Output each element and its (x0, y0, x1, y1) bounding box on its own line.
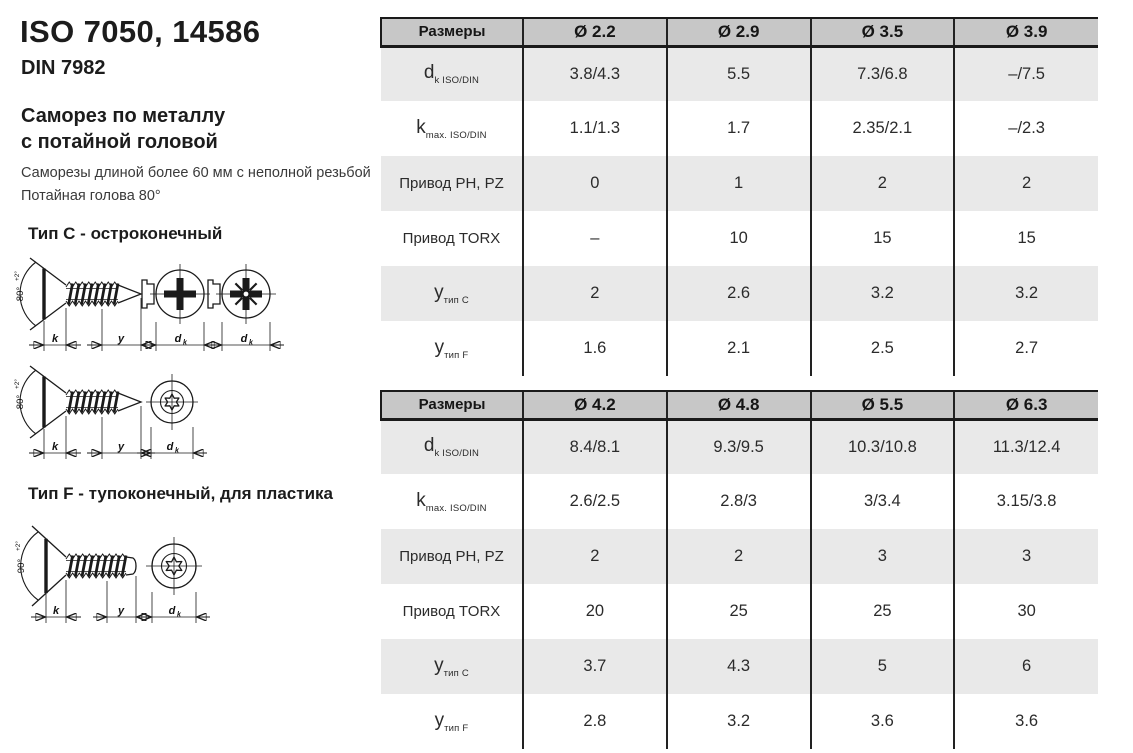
row-label (381, 529, 523, 584)
value-cell: 5.5 (667, 46, 811, 101)
dimensions-table-small-diameters (380, 17, 1098, 376)
value-cell: 4.3 (667, 639, 811, 694)
value-cell: 5 (811, 639, 955, 694)
dk-dimension-label: d (166, 441, 174, 453)
row-label-main: k (416, 116, 426, 138)
type-c-torx-diagram (14, 360, 214, 472)
k-dimension-label: k (51, 333, 59, 345)
table-header-row (381, 18, 1098, 46)
value-cell: 3.8/4.3 (523, 46, 667, 101)
table-row (381, 266, 1098, 321)
y-dimension-label: y (117, 605, 125, 617)
table-row (381, 584, 1098, 639)
row-label (381, 156, 523, 211)
row-label-subscript: тип F (444, 349, 469, 361)
dk-dimension-label: d (174, 333, 182, 345)
table-diameter-header: Ø 2.9 (667, 18, 811, 46)
row-label-main: k (416, 489, 426, 511)
head-angle-label: 90° (16, 558, 27, 574)
table-row (381, 46, 1098, 101)
note-line1: Саморезы длиной более 60 мм с неполной резьбой (21, 165, 371, 181)
value-cell: 2 (523, 266, 667, 321)
table-diameter-header: Ø 3.5 (811, 18, 955, 46)
value-cell: 3.2 (811, 266, 955, 321)
value-cell: 2.6 (667, 266, 811, 321)
table-diameter-header: Ø 4.8 (667, 391, 811, 419)
row-label-main: y (434, 336, 445, 358)
y-dimension-label: y (117, 333, 125, 345)
pozidriv-recess-icon (230, 278, 262, 310)
value-cell: 2 (667, 529, 811, 584)
table-diameter-header: Ø 2.2 (523, 18, 667, 46)
row-label (381, 46, 523, 101)
value-cell: 2 (954, 156, 1098, 211)
din-standard: DIN 7982 (21, 57, 106, 79)
row-label (381, 101, 523, 156)
table-header-row (381, 391, 1098, 419)
head-angle-label: 80° (15, 286, 26, 302)
dk-dimension-sub: k (249, 339, 253, 347)
row-label-subscript: max. ISO/DIN (425, 129, 487, 141)
page-title: ISO 7050, 14586 (20, 14, 261, 49)
value-cell: – (523, 211, 667, 266)
value-cell: 3/3.4 (811, 474, 955, 529)
torx-recess-head-view (137, 374, 207, 459)
type-c-heading: Тип C - остроконечный (28, 224, 223, 243)
value-cell: 1.1/1.3 (523, 101, 667, 156)
table-diameter-header: Ø 3.9 (954, 18, 1098, 46)
value-cell: 25 (811, 584, 955, 639)
value-cell: 2.1 (667, 321, 811, 376)
value-cell: 2.5 (811, 321, 955, 376)
value-cell: 2.7 (954, 321, 1098, 376)
row-label-subscript: k ISO/DIN (434, 448, 480, 460)
value-cell: 1 (667, 156, 811, 211)
value-cell: 10.3/10.8 (811, 419, 955, 474)
row-label-subscript: k ISO/DIN (434, 75, 480, 87)
product-notes (21, 162, 371, 208)
table-row (381, 211, 1098, 266)
phillips-recess-icon (164, 278, 196, 310)
type-f-screw-diagram (14, 524, 224, 640)
dk-dimension-label: d (168, 605, 176, 617)
row-label (381, 321, 523, 376)
value-cell: 3.6 (811, 694, 955, 749)
table-diameter-header: Ø 5.5 (811, 391, 955, 419)
type-f-heading: Тип F - тупоконечный, для пластика (28, 484, 333, 503)
value-cell: 3 (954, 529, 1098, 584)
table-diameter-header: Ø 4.2 (523, 391, 667, 419)
table-row (381, 156, 1098, 211)
table-row (381, 419, 1098, 474)
value-cell: 1.7 (667, 101, 811, 156)
row-label-subscript: тип C (443, 294, 469, 306)
row-label-main: y (434, 709, 445, 731)
product-name (21, 103, 225, 155)
row-label (381, 694, 523, 749)
row-label (381, 419, 523, 474)
type-c-screw-diagram (14, 252, 284, 364)
torx-recess-head-view (138, 537, 210, 623)
row-label (381, 639, 523, 694)
value-cell: 2.35/2.1 (811, 101, 955, 156)
row-label (381, 266, 523, 321)
row-label-main: Привод PH, PZ (399, 548, 504, 565)
dimensions-table-large-diameters (380, 390, 1098, 749)
note-line2: Потайная голова 80° (21, 188, 161, 204)
value-cell: 11.3/12.4 (954, 419, 1098, 474)
table-row (381, 321, 1098, 376)
value-cell: 3.7 (523, 639, 667, 694)
screw-side-view-type-c (14, 366, 155, 459)
table-row (381, 474, 1098, 529)
value-cell: 15 (954, 211, 1098, 266)
table-row (381, 694, 1098, 749)
screw-side-view-type-f (14, 526, 150, 623)
table-row (381, 529, 1098, 584)
row-label-main: Привод TORX (402, 603, 501, 620)
value-cell: 2.6/2.5 (523, 474, 667, 529)
row-label (381, 211, 523, 266)
value-cell: 30 (954, 584, 1098, 639)
dk-dimension-label: d (240, 333, 248, 345)
value-cell: 3.15/3.8 (954, 474, 1098, 529)
value-cell: –/2.3 (954, 101, 1098, 156)
value-cell: 2.8/3 (667, 474, 811, 529)
value-cell: 2 (811, 156, 955, 211)
head-angle-tolerance: +2° (15, 540, 22, 552)
row-label (381, 584, 523, 639)
table-diameter-header: Ø 6.3 (954, 391, 1098, 419)
value-cell: 3 (811, 529, 955, 584)
row-label-subscript: тип C (443, 667, 469, 679)
dk-dimension-sub: k (175, 447, 179, 455)
value-cell: 20 (523, 584, 667, 639)
head-angle-tolerance: +2° (14, 270, 21, 282)
value-cell: 0 (523, 156, 667, 211)
value-cell: 15 (811, 211, 955, 266)
table-row (381, 639, 1098, 694)
row-label-main: y (434, 281, 444, 303)
row-label (381, 474, 523, 529)
ph-recess-head-view (142, 264, 218, 351)
value-cell: 6 (954, 639, 1098, 694)
dk-dimension-sub: k (183, 339, 187, 347)
table-corner-header: Размеры (381, 18, 523, 46)
dk-dimension-sub: k (177, 611, 181, 619)
value-cell: –/7.5 (954, 46, 1098, 101)
row-label-subscript: max. ISO/DIN (425, 502, 487, 514)
product-name-line1: Саморез по металлу (21, 105, 226, 127)
row-label-main: Привод TORX (402, 230, 501, 247)
value-cell: 1.6 (523, 321, 667, 376)
value-cell: 9.3/9.5 (667, 419, 811, 474)
row-label-main: d (423, 62, 435, 84)
row-label-main: d (423, 435, 435, 457)
head-angle-label: 80° (15, 394, 26, 410)
product-name-line2: с потайной головой (21, 131, 218, 153)
row-label-main: Привод PH, PZ (399, 175, 504, 192)
value-cell: 25 (667, 584, 811, 639)
value-cell: 2 (523, 529, 667, 584)
y-dimension-label: y (117, 441, 125, 453)
value-cell: 7.3/6.8 (811, 46, 955, 101)
row-label-main: y (434, 654, 444, 676)
value-cell: 3.2 (667, 694, 811, 749)
value-cell: 3.2 (954, 266, 1098, 321)
table-corner-header: Размеры (381, 391, 523, 419)
row-label-subscript: тип F (444, 722, 469, 734)
value-cell: 10 (667, 211, 811, 266)
pz-recess-head-view (208, 264, 284, 351)
value-cell: 2.8 (523, 694, 667, 749)
head-angle-tolerance: +2° (14, 378, 21, 390)
k-dimension-label: k (51, 441, 59, 453)
value-cell: 3.6 (954, 694, 1098, 749)
value-cell: 8.4/8.1 (523, 419, 667, 474)
table-row (381, 101, 1098, 156)
screw-side-view-type-c (14, 258, 155, 351)
k-dimension-label: k (52, 605, 60, 617)
